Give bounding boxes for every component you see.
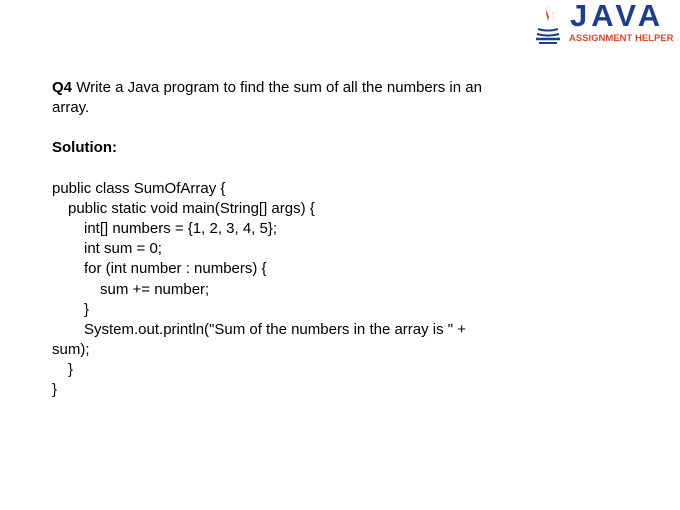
- code-line: }: [68, 361, 74, 379]
- code-line: public static void main(String[] args) {: [68, 199, 315, 217]
- code-line: int[] numbers = {1, 2, 3, 4, 5};: [84, 219, 278, 237]
- code-line: public class SumOfArray {: [52, 179, 226, 197]
- code-line: }: [84, 300, 90, 318]
- code-block: [52, 179, 522, 401]
- question-text: Write a Java program to find the sum of all the numbers in an: [76, 79, 482, 96]
- code-line: for (int number : numbers) {: [84, 260, 267, 278]
- question-label: Q4: [52, 79, 73, 96]
- code-line: }: [52, 381, 58, 399]
- logo-wordmark: JAVA: [570, 0, 665, 33]
- code-line: sum += number;: [100, 280, 210, 298]
- solution-heading: Solution:: [52, 139, 117, 157]
- logo-subtitle: ASSIGNMENT HELPER: [569, 33, 674, 44]
- code-line: int sum = 0;: [84, 240, 162, 258]
- java-cup-icon: [532, 3, 564, 45]
- code-line: System.out.println("Sum of the numbers in the array is " +: [84, 320, 467, 338]
- java-assignment-helper-logo: [532, 0, 678, 45]
- code-line: sum);: [52, 341, 90, 359]
- slide-content: [52, 78, 522, 401]
- question-line: [52, 78, 522, 98]
- question-line-continued: array.: [52, 99, 90, 117]
